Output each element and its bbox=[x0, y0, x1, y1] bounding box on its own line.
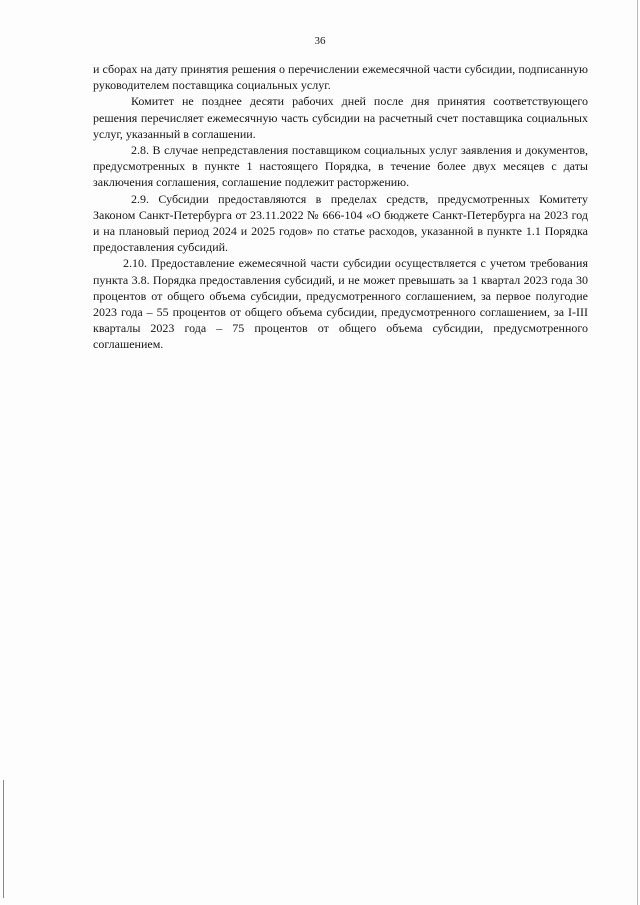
scan-edge-mark-left bbox=[3, 780, 4, 898]
paragraph-2-8: 2.8. В случае непредставления поставщиком социальных услуг заявления и документов, предусмотренных в пункте 1 настоящего Порядка, в течение более двух месяцев с даты заключения соглашения, соглашение подлежит расторжению. bbox=[93, 143, 588, 190]
scan-edge-mark-right bbox=[637, 0, 638, 905]
paragraph-continuation: и сборах на дату принятия решения о перечислении ежемесячной части субсидии, подписанную руководителем поставщика социальных услуг. bbox=[93, 62, 588, 93]
page-number: 36 bbox=[314, 35, 326, 47]
paragraph-2-9: 2.9. Субсидии предоставляются в пределах средств, предусмотренных Комитету Законом Санкт-Петербурга от 23.11.2022 № 666-104 «О бюджете Санкт-Петербурга на 2023 год и на плановый период 2024 и 2025 годов» по статье расходов, указанной в пункте 1.1 Порядка предоставления субсидий. bbox=[93, 191, 588, 255]
document-body bbox=[93, 61, 588, 353]
paragraph-committee-transfer: Комитет не позднее десяти рабочих дней после дня принятия соответствующего решения перечисляет ежемесячную часть субсидии на расчетный счет поставщика социальных услуг, указанный в соглашении. bbox=[93, 94, 588, 141]
paragraph-2-10: 2.10. Предоставление ежемесячной части субсидии осуществляется с учетом требования пункта 3.8. Порядка предоставления субсидий, и не может превышать за 1 квартал 2023 года 30 процентов от общего объема субсидии, предусмотренного соглашением, за первое полугодие 2023 года – 55 процентов от общего объема субсидии, предусмотренного соглашением, за I-III кварталы 2023 года – 75 процентов от общего объема субсидии, предусмотренного соглашением. bbox=[93, 256, 588, 352]
